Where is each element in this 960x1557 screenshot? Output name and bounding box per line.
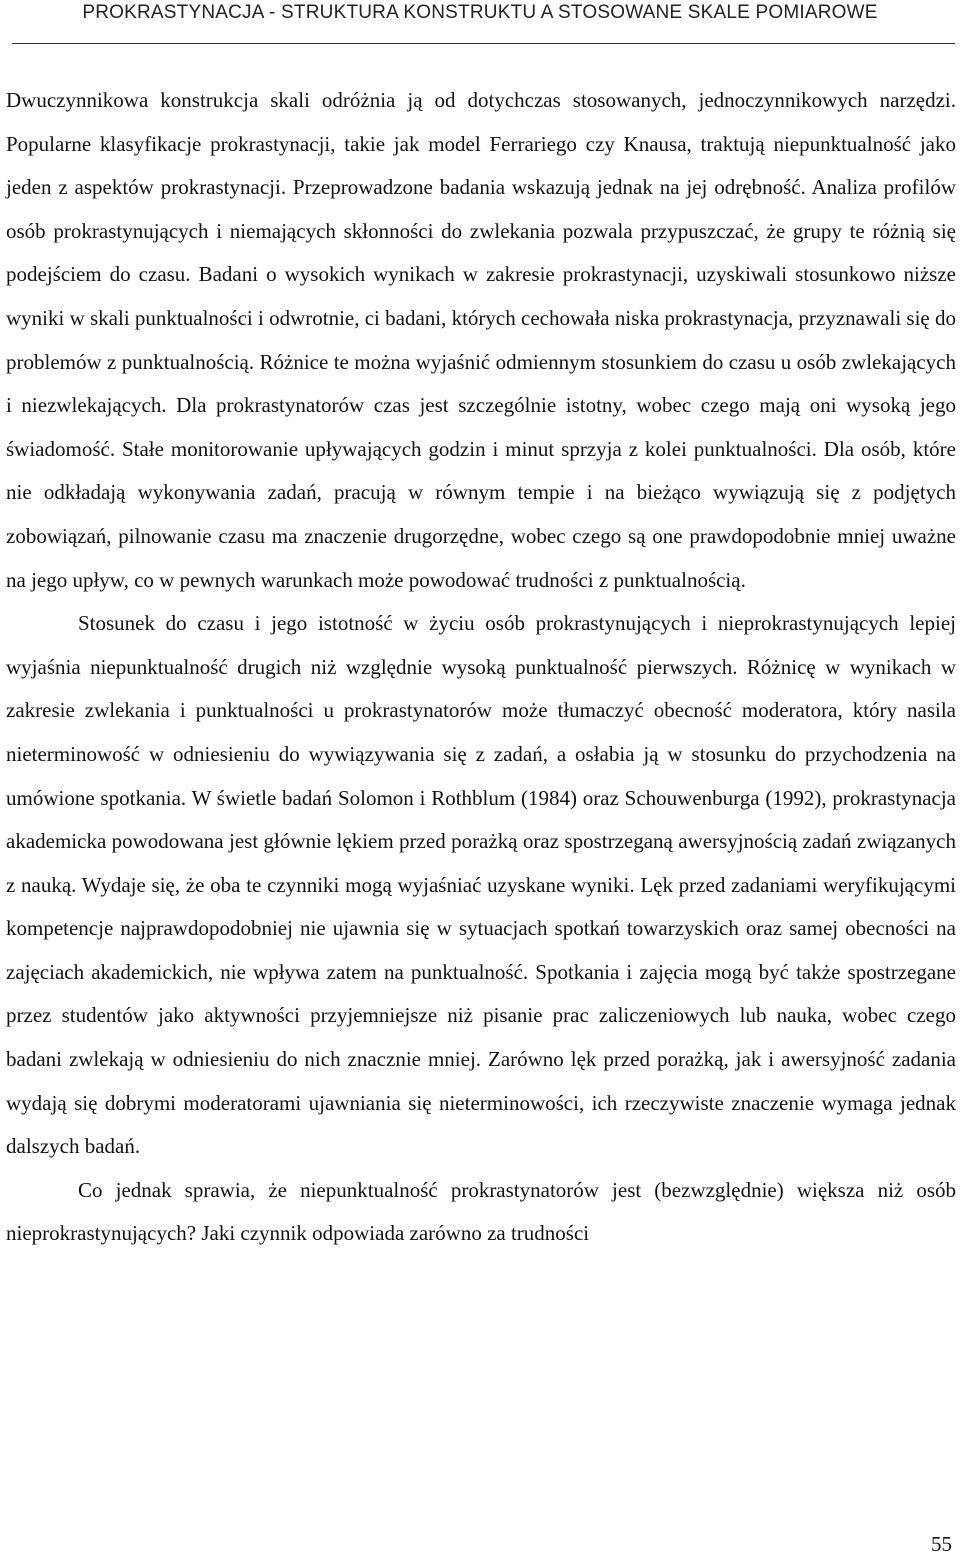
header-divider (12, 43, 955, 44)
page-number: 55 (931, 1532, 952, 1556)
running-header: PROKRASTYNACJA - STRUKTURA KONSTRUKTU A STOSOWANE SKALE POMIAROWE (82, 2, 878, 23)
paragraph-3: Co jednak sprawia, że niepunktualność prokrastynatorów jest (bezwzględnie) większa niż osób nieprokrastynujących? Jaki czynnik odpowiada zarówno za trudności (6, 1177, 956, 1246)
paragraph-2: Stosunek do czasu i jego istotność w życiu osób prokrastynujących i nieprokrastynujących lepiej wyjaśnia niepunktualność drugich niż względnie wysoką punktualność pierwszych. Różnicę w wynikach w zakresie zwlekania i punktualności u prokrastynatorów może tłumaczyć obecność moderatora, który nasila nieterminowość w odniesieniu do wywiązywania się z zadań, a osłabia ją w stosunku do przychodzenia na umówione spotkania. W świetle badań Solomon i Rothblum (1984) oraz Schouwenburga (1992), prokrastynacja akademicka powodowana jest głównie lękiem przed porażką oraz spostrzeganą awersyjnością zadań związanych z nauką. Wydaje się, że oba te czynniki mogą wyjaśniać uzyskane wyniki. Lęk przed zadaniami weryfikującymi kompetencje najprawdopodobniej nie ujawnia się w sytuacjach spotkań towarzyskich oraz samej obecności na zajęciach akademickich, nie wpływa zatem na punktualność. Spotkania i zajęcia mogą być także spostrzegane przez studentów jako aktywności przyjemniejsze niż pisanie prac zaliczeniowych lub nauka, wobec czego badani zwlekają w odniesieniu do nich znacznie mniej. Zarówno lęk przed porażką, jak i awersyjność zadania wydają się dobrymi moderatorami ujawniania się nieterminowości, ich rzeczywiste znaczenie wymaga jednak dalszych badań. (6, 611, 956, 1159)
paragraph-1: Dwuczynnikowa konstrukcja skali odróżnia ją od dotychczas stosowanych, jednoczynnikowych narzędzi. Popularne klasyfikacje prokrastynacji, takie jak model Ferrariego czy Knausa, traktują niepunktualność jako jeden z aspektów prokrastynacji. Przeprowadzone badania wskazują jednak na jej odrębność. Analiza profilów osób prokrastynujących i niemających skłonności do zwlekania pozwala przypuszczać, że grupy te różnią się podejściem do czasu. Badani o wysokich wynikach w zakresie prokrastynacji, uzyskiwali stosunkowo niższe wyniki w skali punktualności i odwrotnie, ci badani, których cechowała niska prokrastynacja, przyznawali się do problemów z punktualnością. Różnice te można wyjaśnić odmiennym stosunkiem do czasu u osób zwlekających i niezwlekających. Dla prokrastynatorów czas jest szczególnie istotny, wobec czego mają oni wysoką jego świadomość. Stałe monitorowanie upływających godzin i minut sprzyja z kolei punktualności. Dla osób, które nie odkładają wykonywania zadań, pracują w równym tempie i na bieżąco wywiązują się z podjętych zobowiązań, pilnowanie czasu ma znaczenie drugorzędne, wobec czego są one prawdopodobnie mniej uważne na jego upływ, co w pewnych warunkach może powodować trudności z punktualnością. (6, 88, 956, 592)
body-text (6, 79, 956, 1256)
